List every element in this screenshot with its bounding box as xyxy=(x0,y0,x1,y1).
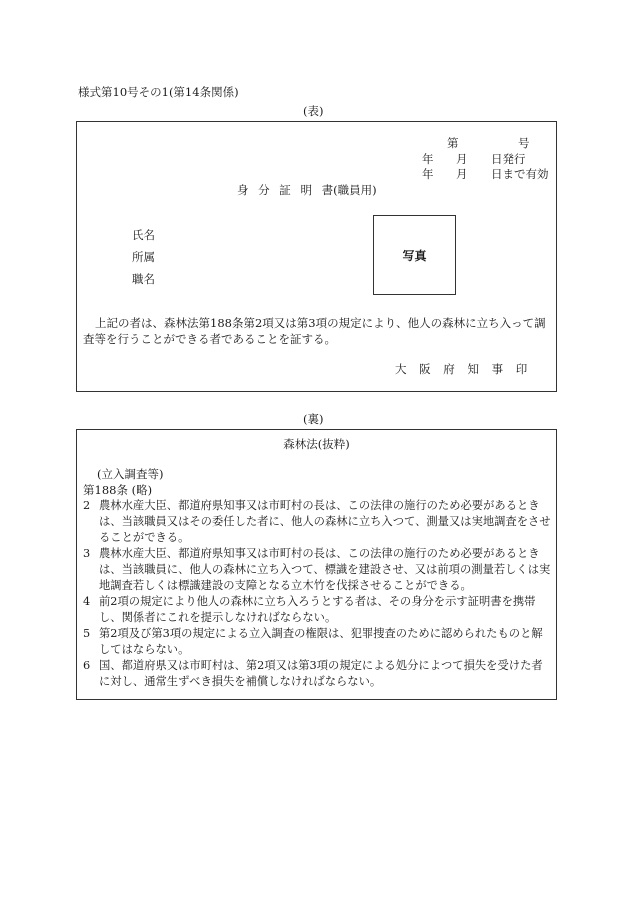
clause-number: 6 xyxy=(83,659,91,672)
clause-number: 5 xyxy=(83,627,91,640)
name-label: 氏名 xyxy=(132,228,155,242)
valid-until: 日まで有効 xyxy=(491,167,549,181)
excerpt-title: 森林法(抜粋) xyxy=(283,437,350,451)
front-side-label: (表) xyxy=(303,104,324,118)
front-card xyxy=(76,121,557,392)
position-label: 職名 xyxy=(132,272,155,286)
clause-text: 農林水産大臣、都道府県知事又は市町村の長は、この法律の施行のため必要があるときは、当該職員又はその委任した者に、他人の森林に立ち入つて、測量又は実地調査をさせることができる。 xyxy=(99,499,551,544)
clause-number: 4 xyxy=(83,595,91,608)
clause-item xyxy=(83,594,553,626)
back-card xyxy=(76,429,557,700)
valid-year: 年 xyxy=(422,167,434,181)
valid-month: 月 xyxy=(456,167,468,181)
clause-item xyxy=(83,658,553,690)
clause-item xyxy=(83,498,553,546)
clause-text: 国、都道府県又は市町村は、第2項又は第3項の規定による処分によつて損失を受けた者に対し、通常生ずべき損失を補償しなければならない。 xyxy=(99,659,543,688)
section-heading: (立入調査等) xyxy=(97,467,164,481)
clause-item xyxy=(83,546,553,594)
clause-text: 農林水産大臣、都道府県知事又は市町村の長は、この法律の施行のため必要があるときは、当該職員に、他人の森林に立ち入つて、標識を建設させ、又は前項の測量若しくは実地調査若しくは標識建設の支障となる立木竹を伐採させることができる。 xyxy=(99,547,551,592)
photo-label: 写真 xyxy=(402,248,427,263)
clause-number: 2 xyxy=(83,499,91,512)
issue-year: 年 xyxy=(422,152,434,166)
clause-text: 第2項及び第3項の規定による立入調査の権限は、犯罪捜査のために認められたものと解してはならない。 xyxy=(99,627,543,656)
form-number-heading: 様式第10号その1(第14条関係) xyxy=(78,85,239,99)
article-heading: 第188条 (略) xyxy=(83,483,153,497)
affiliation-label: 所属 xyxy=(132,250,155,264)
issue-month: 月 xyxy=(456,152,468,166)
certification-text: 上記の者は、森林法第188条第2項又は第3項の規定により、他人の森林に立ち入って調査等を行うことができる者であることを証する。 xyxy=(83,316,546,346)
document-title: 身 分 証 明 書(職員用) xyxy=(237,183,377,197)
number-prefix: 第 xyxy=(447,136,459,150)
clause-item xyxy=(83,626,553,658)
number-suffix: 号 xyxy=(518,136,530,150)
issue-day: 日発行 xyxy=(491,152,526,166)
clause-text: 前2項の規定により他人の森林に立ち入ろうとする者は、その身分を示す証明書を携帯し、関係者にこれを提示しなければならない。 xyxy=(99,595,536,624)
issuer-signature: 大 阪 府 知 事 印 xyxy=(395,362,528,376)
clause-number: 3 xyxy=(83,547,91,560)
photo-box xyxy=(373,215,456,295)
back-side-label: (裏) xyxy=(303,412,324,426)
